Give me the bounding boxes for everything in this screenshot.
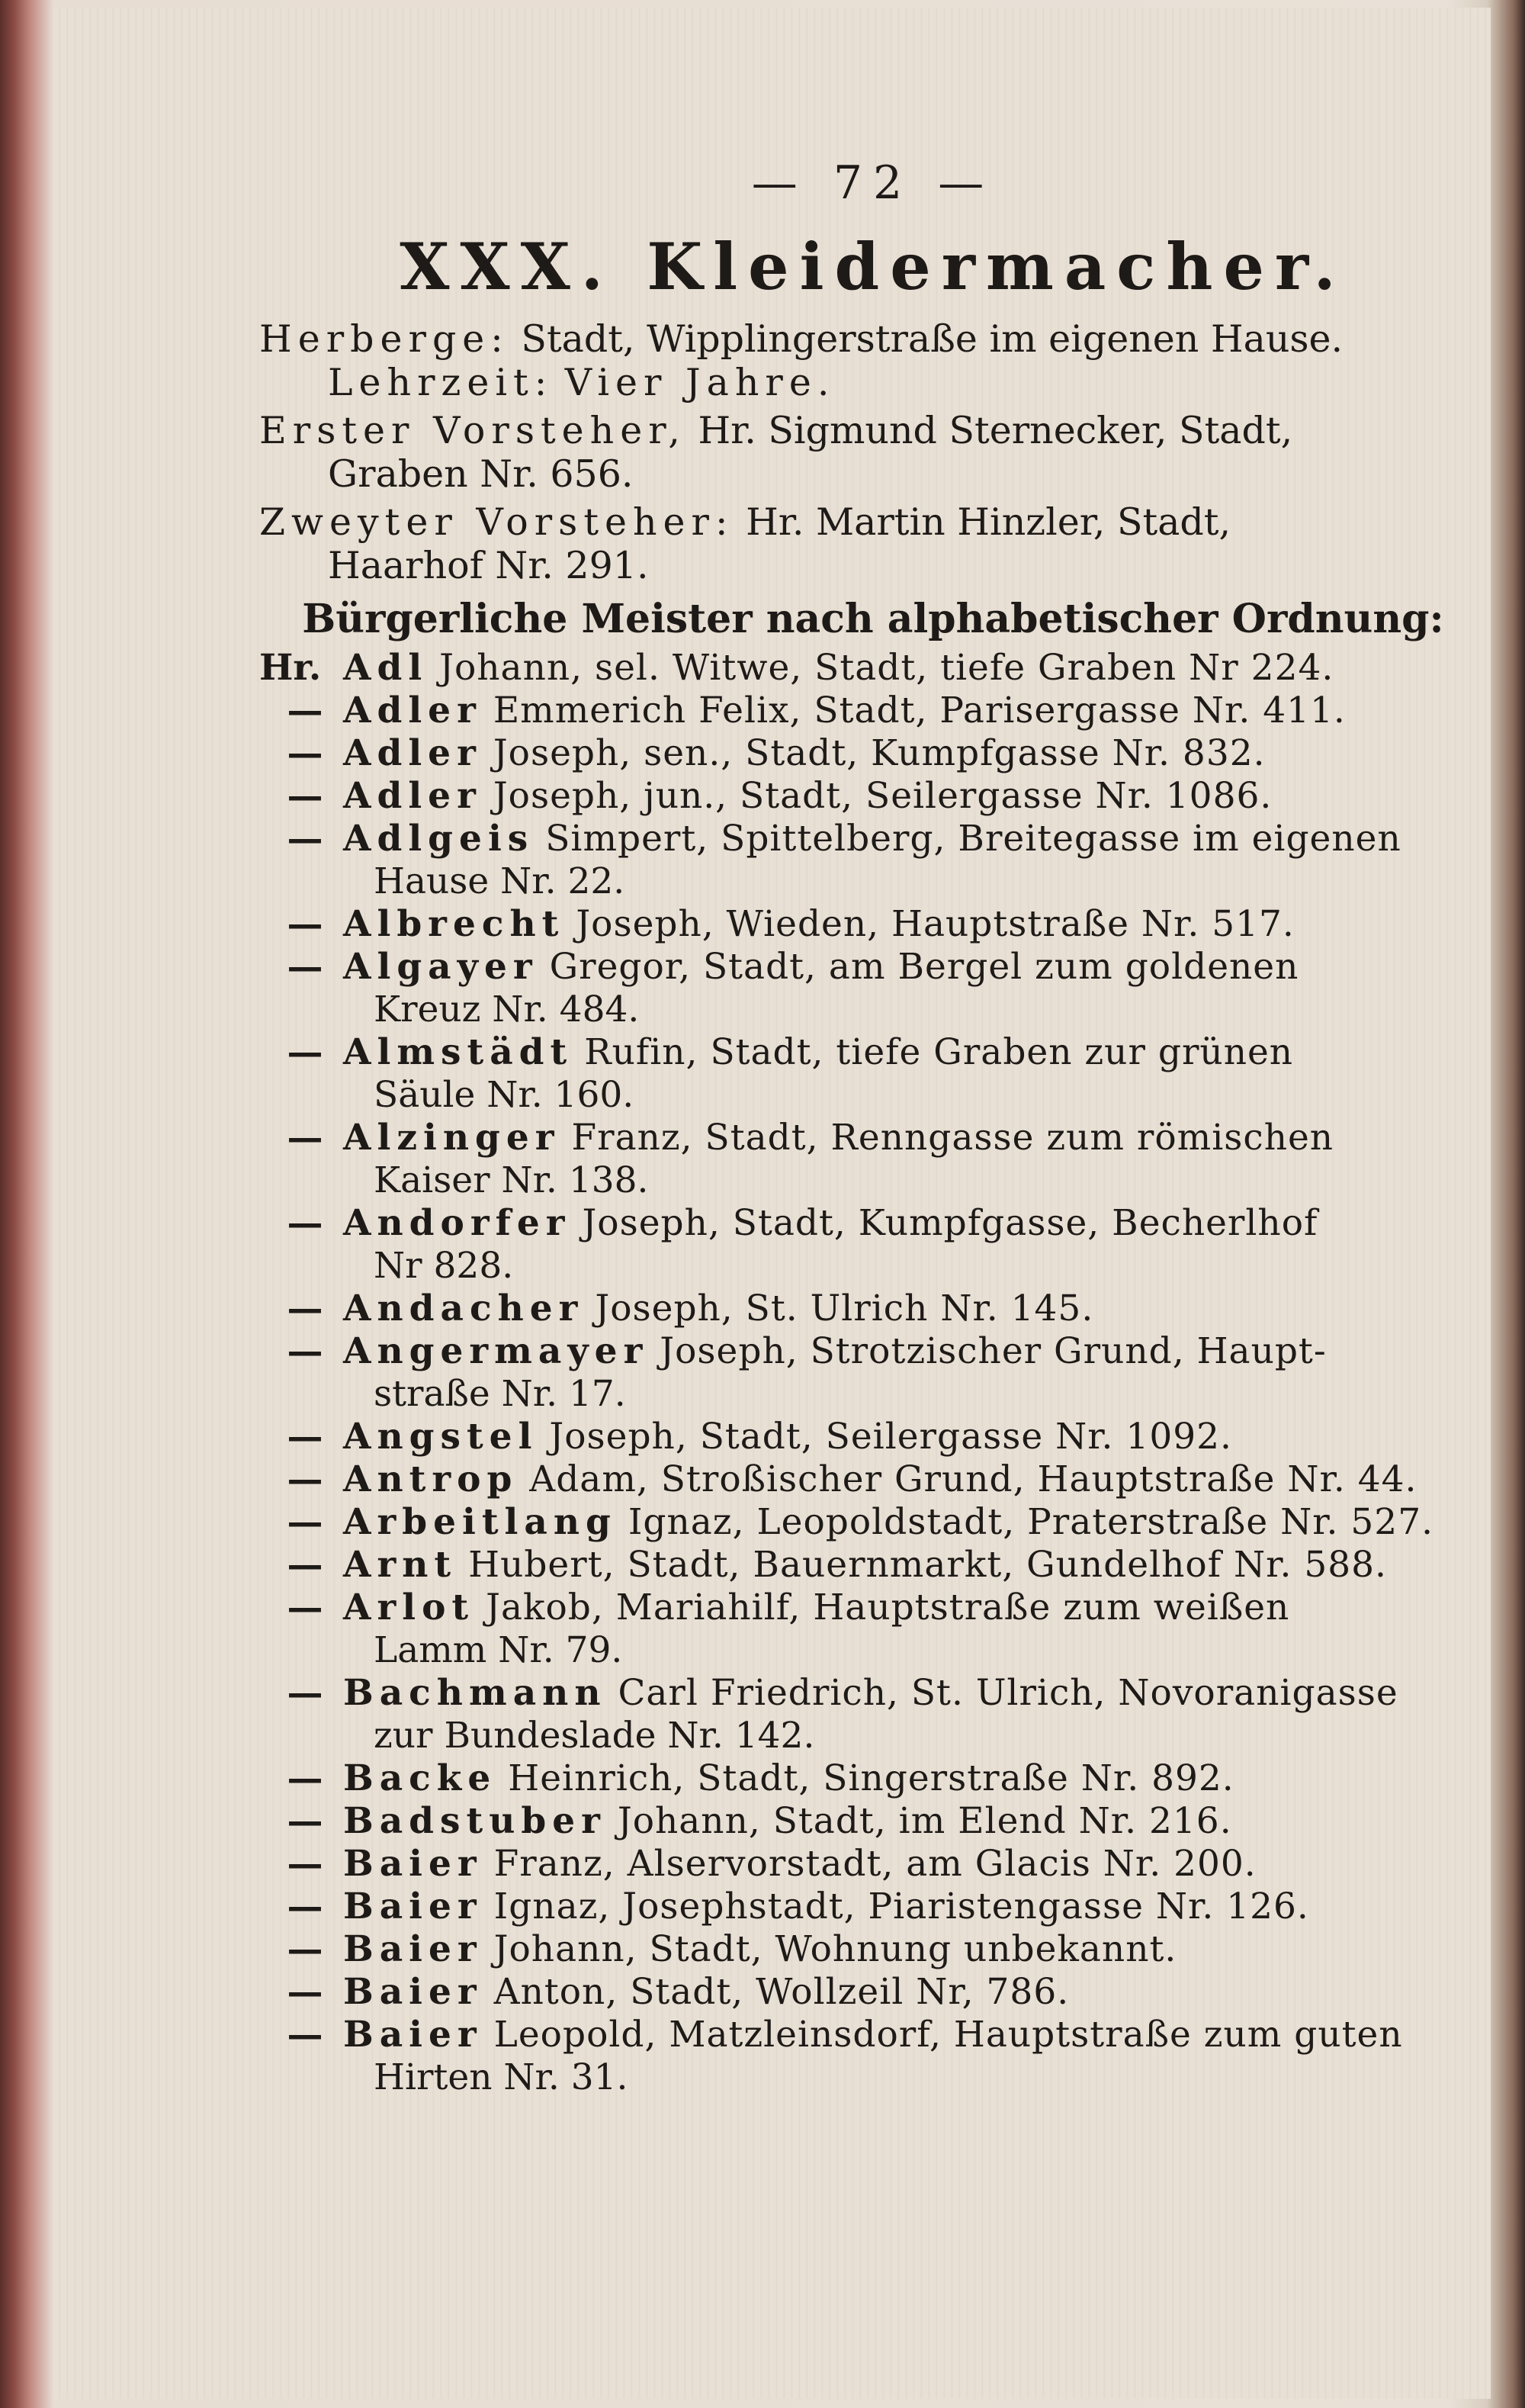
entry-prefix: — [287,1971,323,2013]
entry-prefix: — [287,1587,323,1628]
entry-surname: Arlot [343,1587,475,1628]
entry-surname: Arbeitlang [343,1501,617,1543]
entry-surname: Backe [343,1757,497,1799]
list-item [259,2014,1487,2099]
entry-surname: Baier [343,1843,483,1885]
entry-details: Joseph, Strotzischer Grund, Haupt- [660,1330,1327,1372]
list-item [259,1458,1487,1501]
entry-continuation: straße Nr. 17. [374,1373,626,1415]
entry-surname: Adler [343,775,482,817]
list-item [259,1672,1487,1757]
entry-prefix: — [287,775,323,817]
list-item [259,903,1487,946]
entry-details: Joseph, St. Ulrich Nr. 145. [595,1288,1094,1329]
entry-surname: Badstuber [343,1800,606,1842]
entry-prefix: — [287,946,323,988]
entry-details: Adam, Stroßischer Grund, Hauptstraße Nr. 44. [529,1458,1417,1500]
entry-prefix: — [287,1544,323,1586]
lehrzeit-label: Lehrzeit: [328,361,554,404]
intro-vorsteher-2 [259,500,1487,587]
intro-lehrzeit [259,361,1487,404]
entry-continuation: Kreuz Nr. 484. [374,989,640,1030]
entry-details: Joseph, Stadt, Kumpfgasse, Becherlhof [582,1202,1318,1244]
entry-details: Jakob, Mariahilf, Hauptstraße zum weißen [486,1587,1290,1628]
vorsteher1-cont: Graben Nr. 656. [328,452,634,496]
list-item [259,1587,1487,1672]
entry-prefix: — [287,1458,323,1500]
entry-continuation: zur Bundeslade Nr. 142. [374,1715,815,1757]
entry-details: Franz, Alservorstadt, am Glacis Nr. 200. [493,1843,1257,1885]
entry-details: Joseph, Wieden, Hauptstraße Nr. 517. [576,903,1295,945]
entry-details: Simpert, Spittelberg, Breitegasse im eigenen [545,818,1401,860]
list-item [259,1501,1487,1544]
page [53,8,1491,2399]
entry-surname: Arnt [343,1544,458,1586]
list-item [259,1416,1487,1458]
list-item [259,1800,1487,1843]
entry-prefix: Hr. [259,647,322,689]
entry-prefix: — [287,690,323,731]
list-item [259,1544,1487,1587]
vorsteher2-text: Hr. Martin Hinzler, Stadt, [746,500,1231,544]
entry-surname: Albrecht [343,903,565,945]
chapter-title: XXX. Kleidermacher. [400,229,1347,304]
entry-details: Johann, Stadt, im Elend Nr. 216. [617,1800,1232,1842]
entry-prefix: — [287,903,323,945]
entry-continuation: Hirten Nr. 31. [374,2056,628,2098]
entries-list [259,647,1487,2099]
entry-prefix: — [287,1843,323,1885]
entry-prefix: — [287,1928,323,1970]
entry-details: Rufin, Stadt, tiefe Graben zur grünen [584,1031,1294,1073]
entry-details: Franz, Stadt, Renngasse zum römischen [571,1117,1334,1159]
list-item [259,1031,1487,1117]
entry-prefix: — [287,1288,323,1329]
entry-prefix: — [287,1672,323,1714]
vorsteher1-text: Hr. Sigmund Sternecker, Stadt, [698,409,1293,452]
entry-surname: Adlgeis [343,818,535,860]
page-number: — 72 — [751,156,995,210]
list-item [259,946,1487,1031]
list-item [259,1757,1487,1800]
entry-details: Joseph, jun., Stadt, Seilergasse Nr. 1086. [493,775,1273,817]
entry-surname: Algayer [343,946,538,988]
list-item [259,1843,1487,1886]
entry-surname: Adler [343,732,482,774]
vorsteher1-label: Erster Vorsteher, [259,409,686,452]
entry-surname: Andorfer [343,1202,571,1244]
entry-details: Gregor, Stadt, am Bergel zum goldenen [549,946,1299,988]
entry-details: Johann, sel. Witwe, Stadt, tiefe Graben Nr 224. [439,647,1334,689]
entry-surname: Baier [343,2014,483,2056]
entry-details: Ignaz, Leopoldstadt, Praterstraße Nr. 527. [628,1501,1434,1543]
entry-surname: Antrop [343,1458,518,1500]
entry-details: Emmerich Felix, Stadt, Parisergasse Nr. 411. [493,690,1346,731]
entry-details: Ignaz, Josephstadt, Piaristengasse Nr. 126. [493,1886,1309,1927]
entry-continuation: Hause Nr. 22. [374,860,625,902]
entry-surname: Adler [343,690,482,731]
vorsteher2-label: Zweyter Vorsteher: [259,500,734,544]
herberge-text: Stadt, Wipplingerstraße im eigenen Hause. [521,317,1344,361]
entry-surname: Baier [343,1928,483,1970]
list-item [259,1928,1487,1971]
entry-surname: Adl [343,647,429,689]
entry-prefix: — [287,1416,323,1458]
list-item [259,1288,1487,1330]
entry-continuation: Nr 828. [374,1245,514,1287]
entry-surname: Angermayer [343,1330,649,1372]
entry-prefix: — [287,1800,323,1842]
list-item [259,818,1487,903]
entry-prefix: — [287,1757,323,1799]
entry-continuation: Lamm Nr. 79. [374,1629,623,1671]
entry-surname: Baier [343,1886,483,1927]
entry-details: Joseph, sen., Stadt, Kumpfgasse Nr. 832. [493,732,1266,774]
list-item [259,690,1487,732]
intro-herberge [259,317,1487,361]
vorsteher2-cont: Haarhof Nr. 291. [328,544,649,587]
entry-continuation: Säule Nr. 160. [374,1074,634,1116]
entry-details: Hubert, Stadt, Bauernmarkt, Gundelhof Nr. 588. [468,1544,1387,1586]
list-item [259,775,1487,818]
entry-prefix: — [287,818,323,860]
entry-prefix: — [287,1202,323,1244]
entry-surname: Almstädt [343,1031,573,1073]
entry-details: Carl Friedrich, St. Ulrich, Novoranigasse [618,1672,1398,1714]
list-item [259,1330,1487,1416]
entry-prefix: — [287,1886,323,1927]
herberge-label: Herberge: [259,317,509,361]
list-item [259,1971,1487,2014]
entry-surname: Bachmann [343,1672,607,1714]
entry-prefix: — [287,1330,323,1372]
list-item [259,1117,1487,1202]
list-item [259,1886,1487,1928]
page-text [259,153,1487,2212]
intro-vorsteher-1 [259,409,1487,496]
entry-prefix: — [287,1501,323,1543]
entry-details: Joseph, Stadt, Seilergasse Nr. 1092. [549,1416,1232,1458]
entry-prefix: — [287,2014,323,2056]
entry-details: Johann, Stadt, Wohnung unbekannt. [493,1928,1177,1970]
list-item [259,1202,1487,1288]
entry-prefix: — [287,1117,323,1159]
entry-prefix: — [287,732,323,774]
entry-prefix: — [287,1031,323,1073]
entry-details: Heinrich, Stadt, Singerstraße Nr. 892. [508,1757,1234,1799]
list-item [259,647,1487,690]
entry-surname: Andacher [343,1288,584,1329]
entry-continuation: Kaiser Nr. 138. [374,1159,649,1201]
entry-details: Leopold, Matzleinsdorf, Hauptstraße zum guten [493,2014,1403,2056]
list-item [259,732,1487,775]
entry-details: Anton, Stadt, Wollzeil Nr, 786. [493,1971,1070,2013]
section-heading: Bürgerliche Meister nach alphabetischer Ordnung: [302,596,1444,642]
entry-surname: Alzinger [343,1117,560,1159]
entry-surname: Baier [343,1971,483,2013]
entry-surname: Angstel [343,1416,538,1458]
lehrzeit-text: Vier Jahre. [564,361,836,404]
